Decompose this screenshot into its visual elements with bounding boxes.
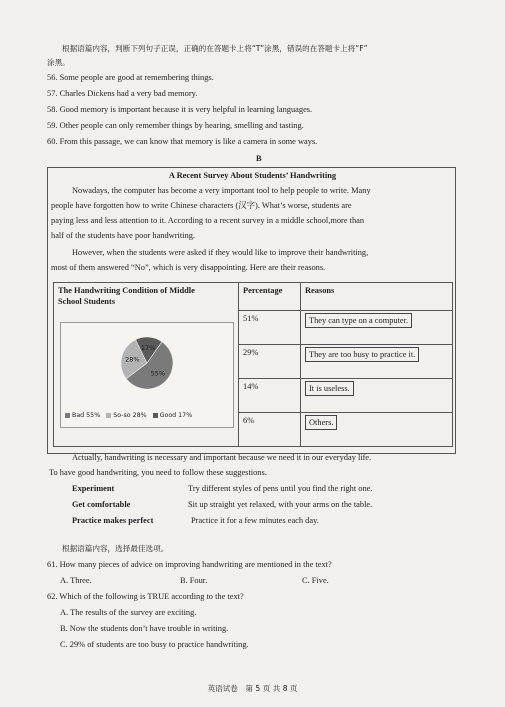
pie-slice-label: 55% — [150, 369, 166, 378]
para1-line3: paying less and less attention to it. According to a recent survey in a middle school,more than — [51, 216, 365, 225]
partA-instruction: 根据语篇内容，判断下列句子正误，正确的在答题卡上将“T”涂黑，错误的在答题卡上将“F” — [62, 44, 368, 53]
statement-57: 57. Charles Dickens had a very bad memory. — [47, 89, 198, 98]
suggestion-text: Try different styles of pens until you find the right one. — [188, 484, 373, 493]
suggestion-text: Practice it for a few minutes each day. — [191, 516, 319, 525]
percentage-cell: 29% — [239, 345, 301, 379]
suggestion-text: Sit up straight yet relaxed, with your arms on the table. — [188, 500, 373, 509]
page-footer: 英语试卷 第 5 页 共 8 页 — [207, 684, 298, 693]
statement-58: 58. Good memory is important because it is very helpful in learning languages. — [47, 105, 313, 114]
questions-instruction: 根据语篇内容，选择最佳选项。 — [62, 544, 169, 553]
reason-cell: Others. — [305, 415, 337, 430]
para2-line1: However, when the students were asked if they would like to improve their handwriting, — [72, 248, 369, 257]
para1-line2: people have forgotten how to write Chinese characters (汉字). What’s worse, students are — [51, 201, 352, 210]
condition-header-line2: School Students — [58, 297, 116, 306]
question-62: 62. Which of the following is TRUE according to the text? — [47, 592, 244, 601]
legend-item: Bad 55% — [72, 412, 101, 419]
statement-59: 59. Other people can only remember things by hearing, smelling and tasting. — [47, 121, 304, 130]
question-61: 61. How many pieces of advice on improving handwriting are mentioned in the text? — [47, 560, 332, 569]
q62-option-a: A. The results of the survey are exciting. — [60, 608, 197, 617]
statement-56: 56. Some people are good at remembering things. — [47, 73, 214, 82]
reasons-header: Reasons — [301, 283, 453, 311]
handwriting-pie-chart — [60, 322, 234, 428]
suggestion-name: Experiment — [72, 484, 115, 493]
legend-swatch — [65, 413, 70, 418]
reason-cell: It is useless. — [305, 381, 354, 396]
condition-header-line1: The Handwriting Condition of Middle — [58, 286, 195, 295]
statement-60: 60. From this passage, we can know that memory is like a camera in some ways. — [47, 137, 318, 146]
suggestion-name: Get comfortable — [72, 500, 131, 509]
percentage-cell: 6% — [239, 413, 301, 447]
q61-option-c: C. Five. — [302, 576, 329, 585]
reason-cell: They are too busy to practice it. — [305, 347, 419, 362]
percentage-cell: 14% — [239, 379, 301, 413]
para3-line2: To have good handwriting, you need to follow these suggestions. — [49, 468, 267, 477]
legend-swatch — [106, 413, 111, 418]
legend-item: So-so 28% — [113, 412, 147, 419]
percentage-header: Percentage — [239, 283, 301, 311]
partA-instruction-cont: 涂黑。 — [47, 58, 70, 67]
suggestion-name: Practice makes perfect — [72, 516, 154, 525]
reason-cell: They can type on a computer. — [305, 313, 412, 328]
pie-svg — [61, 323, 233, 411]
percentage-cell: 51% — [239, 311, 301, 345]
passage-letter: B — [256, 154, 262, 163]
pie-slice-label: 17% — [140, 343, 156, 352]
q62-option-b: B. Now the students don’t have trouble in writing. — [60, 624, 229, 633]
para2-line2: most of them answered “No”, which is very disappointing. Here are their reasons. — [51, 263, 326, 272]
para1-line4: half of the students have poor handwriting. — [51, 231, 195, 240]
pie-slice-label: 28% — [125, 355, 140, 364]
pie-legend — [65, 412, 192, 419]
para3-line1: Actually, handwriting is necessary and important because we need it in our everyday life. — [72, 453, 372, 462]
passage-title: A Recent Survey About Students’ Handwriting — [168, 171, 337, 180]
q61-option-b: B. Four. — [180, 576, 208, 585]
legend-swatch — [153, 413, 158, 418]
q62-option-c: C. 29% of students are too busy to practice handwriting. — [60, 640, 249, 649]
q61-option-a: A. Three. — [60, 576, 92, 585]
legend-item: Good 17% — [159, 412, 193, 419]
para1-line1: Nowadays, the computer has become a very important tool to help people to write. Many — [72, 186, 371, 195]
